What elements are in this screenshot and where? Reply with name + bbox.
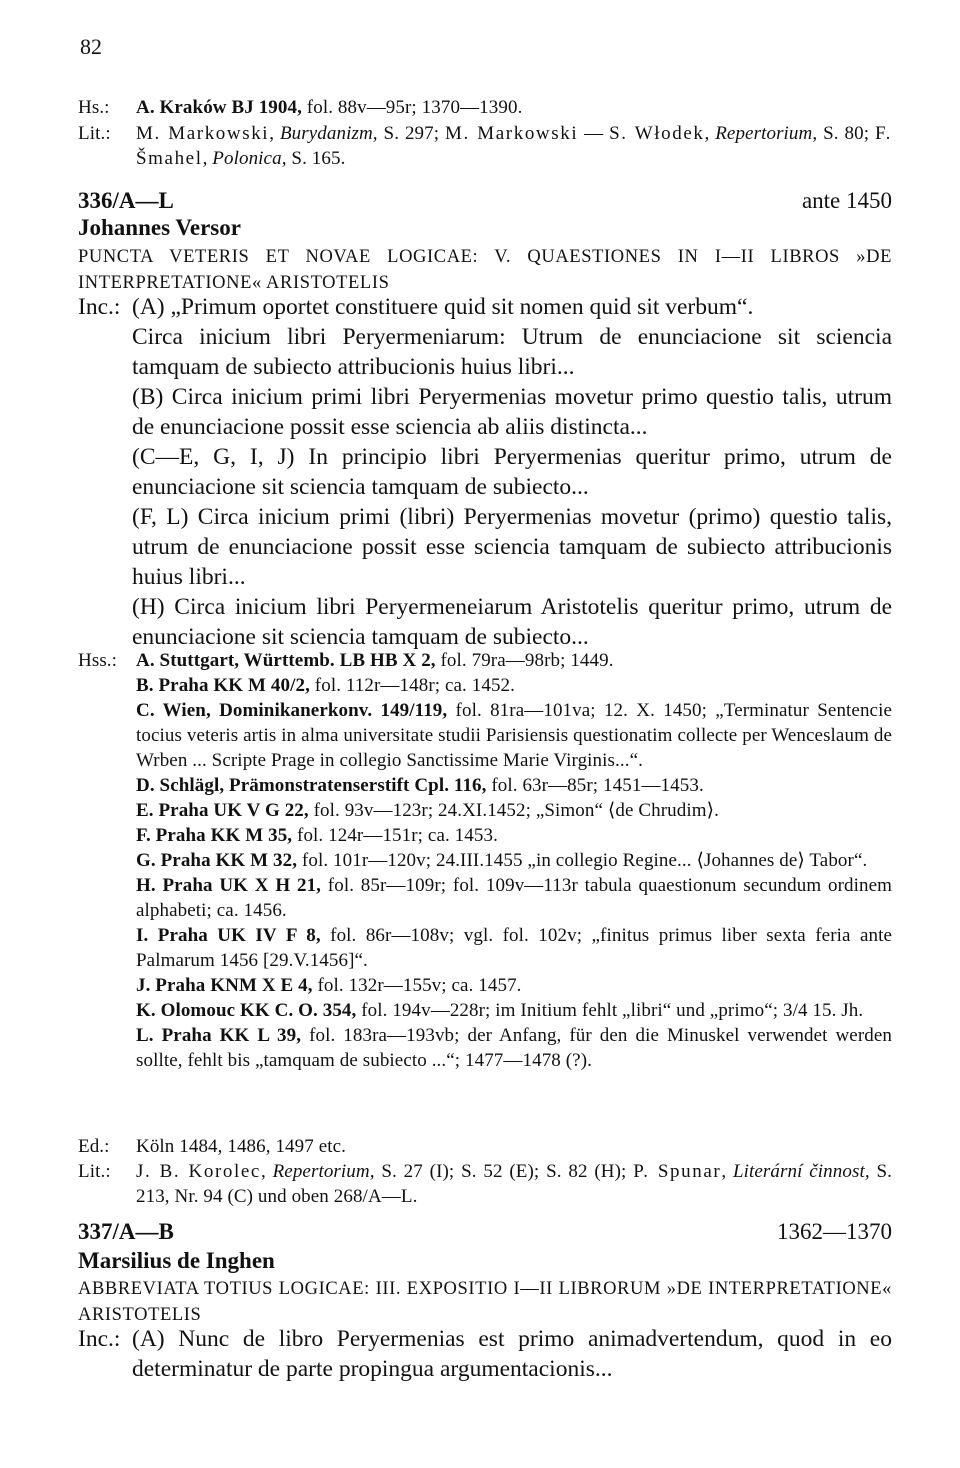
manuscript-details: fol. 93v—123r; 24.XI.1452; „Simon“ ⟨de Chrudim⟩. [308, 800, 719, 821]
lit-author: J. B. Korolec [136, 1161, 261, 1182]
incipit-text: (A) Nunc de libro Peryermenias est primo animadvertendum, quod in eo determinatur de parte propingua argumentacionis... [132, 1326, 892, 1382]
incipit-text [132, 292, 892, 652]
manuscript-item [136, 773, 892, 798]
manuscript-item [136, 998, 892, 1023]
manuscript-location: G. Praha KK M 32, [136, 850, 298, 871]
manuscript-details: fol. 86r—108v; vgl. fol. 102v; „finitus primus liber sexta feria ante Palmarum 1456 [29.V.1456]“. [136, 925, 893, 971]
lit-author: M. Markowski [445, 123, 579, 144]
manuscript-location: E. Praha UK V G 22, [136, 800, 309, 821]
entry-author: Johannes Versor [78, 215, 241, 240]
inc-label: Inc.: [78, 1326, 121, 1352]
manuscript-location: L. Praha KK L 39, [136, 1025, 302, 1046]
edition-row [78, 1134, 892, 1159]
lit-title: Literární činnost, [732, 1161, 870, 1182]
lit-title: Repertorium, [715, 123, 818, 144]
manuscript-location: J. Praha KNM X E 4, [136, 975, 313, 996]
manuscript-details: fol. 124r—151r; ca. 1453. [292, 825, 498, 846]
manuscript-details: fol. 63r—85r; 1451—1453. [486, 775, 704, 796]
manuscript-item [136, 848, 892, 873]
lit-sep: — [578, 123, 610, 144]
manuscript-location: I. Praha UK IV F 8, [136, 925, 321, 946]
lit-title: Repertorium, [272, 1161, 375, 1182]
manuscript-details: fol. 183ra—193vb; der Anfang, für den die Minuskel verwendet werden sollte, fehlt bis „tamquam de subiecto ...“; 1477—1478 (?). [136, 1025, 892, 1071]
manuscript-item [136, 648, 892, 673]
entry-title: PUNCTA VETERIS ET NOVAE LOGICAE: V. QUAESTIONES IN I—II LIBROS »DE INTERPRETATIONE« ARISTOTELIS [78, 247, 892, 293]
lit-label: Lit.: [78, 1161, 111, 1182]
lit-ref: S. 165. [286, 148, 346, 169]
hs-text [136, 95, 892, 120]
entry-author: Marsilius de Inghen [78, 1248, 275, 1273]
lit-author: S. Włodek [609, 123, 705, 144]
page-number: 82 [80, 34, 102, 59]
lit-title: Burydanizm, [279, 123, 378, 144]
incipit-line: (F, L) Circa inicium primi (libri) Peryermenias movetur (primo) questio talis, utrum de enunciacione possit esse sciencia tamquam de subiecto attribucionis huius libri... [132, 504, 892, 590]
incipit-block [78, 1324, 892, 1384]
manuscript-item [136, 873, 892, 923]
manuscript-details: fol. 194v—228r; im Initium fehlt „libri“ und „primo“; 3/4 15. Jh. [356, 1000, 864, 1021]
manuscript-item [136, 673, 892, 698]
entry-title: ABBREVIATA TOTIUS LOGICAE: III. EXPOSITIO I—II LIBRORUM »DE INTERPRETATIONE« ARISTOTELIS [78, 1279, 892, 1325]
lit-ref: S. 27 (I); S. 52 (E); S. 82 (H); [374, 1161, 634, 1182]
manuscript-details: fol. 112r—148r; ca. 1452. [309, 675, 516, 696]
lit-ref: S. 297; [377, 123, 446, 144]
manuscripts-list [136, 648, 892, 1073]
manuscript-location: K. Olomouc KK C. O. 354, [136, 1000, 357, 1021]
hs-details: fol. 88v—95r; 1370—1390. [301, 97, 523, 118]
entry-id: 336/A—L [78, 188, 174, 213]
incipit-line: (H) Circa inicium libri Peryermeneiarum Aristotelis queritur primo, utrum de enunciacione sit sciencia tamquam de subiecto... [132, 594, 892, 650]
hs-location: A. Kraków BJ 1904, [136, 97, 302, 118]
incipit-line: (A) „Primum oportet constituere quid sit nomen quid sit verbum“. [132, 294, 754, 320]
lit-text: M. Markowski, Burydanizm, S. 297; M. Markowski — S. Włodek, Repertorium, S. 80; F. Šmahel, Polonica, S. 165. [136, 123, 893, 169]
lit-row-336 [78, 1159, 892, 1209]
hss-label: Hss.: [78, 650, 118, 671]
manuscript-item [136, 973, 892, 998]
lit-text: J. B. Korolec, Repertorium, S. 27 (I); S. 52 (E); S. 82 (H); P. Spunar, Literární činnost, S. 213, Nr. 94 (C) und oben 268/A—L. [136, 1161, 893, 1207]
manuscripts-block [78, 648, 892, 1073]
edition-text: Köln 1484, 1486, 1497 etc. [136, 1136, 346, 1157]
incipit-block [78, 292, 892, 652]
entry-date: ante 1450 [801, 188, 892, 213]
lit-row-top [78, 121, 892, 171]
manuscript-item [136, 823, 892, 848]
manuscript-location: B. Praha KK M 40/2, [136, 675, 310, 696]
incipit-line: (B) Circa inicium primi libri Peryermenias movetur primo questio talis, utrum de enunciacione possit esse sciencia ab aliis distincta... [132, 384, 892, 440]
manuscript-details: fol. 132r—155v; ca. 1457. [312, 975, 522, 996]
lit-title: Polonica, [212, 148, 287, 169]
entry-id: 337/A—B [78, 1219, 174, 1244]
hs-label: Hs.: [78, 97, 110, 118]
manuscript-item [136, 1023, 892, 1073]
lit-label: Lit.: [78, 123, 111, 144]
ed-label: Ed.: [78, 1136, 110, 1157]
incipit-line: Circa inicium libri Peryermeniarum: Utrum de enunciacione sit sciencia tamquam de subiecto attribucionis huius libri... [132, 324, 892, 380]
lit-author: F. Šmahel [136, 123, 893, 169]
incipit-line: (C—E, G, I, J) In principio libri Peryermenias queritur primo, utrum de enunciacione sit sciencia tamquam de subiecto... [132, 444, 892, 500]
manuscript-details: fol. 85r—109r; fol. 109v—113r tabula quaestionum secundum ordinem alphabeti; ca. 1456. [136, 875, 892, 921]
entry-337-header [78, 1219, 892, 1245]
lit-ref: S. 213, Nr. 94 (C) und oben 268/A—L. [136, 1161, 893, 1207]
inc-label: Inc.: [78, 294, 121, 320]
manuscript-details: fol. 101r—120v; 24.III.1455 „in collegio Regine... ⟨Johannes de⟩ Tabor“. [297, 850, 868, 871]
manuscript-location: D. Schlägl, Prämonstratenserstift Cpl. 116, [136, 775, 487, 796]
manuscript-details: fol. 79ra—98rb; 1449. [435, 650, 614, 671]
entry-date: 1362—1370 [777, 1219, 892, 1244]
lit-author: P. Spunar [633, 1161, 722, 1182]
manuscript-item [136, 798, 892, 823]
lit-ref: S. 80; [817, 123, 876, 144]
manuscript-location: H. Praha UK X H 21, [136, 875, 322, 896]
hs-row [78, 95, 892, 120]
manuscript-details: fol. 81ra—101va; 12. X. 1450; „Terminatur Sentencie tocius veteris artis in alma universitate studii Parisiensis questionatim collecte per Wenceslaum de Wrben ... Scripte Prage in collegio Sanctissime Marie Virginis...“. [136, 700, 892, 771]
manuscript-item [136, 923, 892, 973]
manuscript-location: F. Praha KK M 35, [136, 825, 293, 846]
lit-author: M. Markowski [136, 123, 270, 144]
manuscript-item [136, 698, 892, 773]
manuscript-location: A. Stuttgart, Württemb. LB HB X 2, [136, 650, 436, 671]
entry-336-header [78, 188, 892, 214]
manuscript-location: C. Wien, Dominikanerkonv. 149/119, [136, 700, 448, 721]
